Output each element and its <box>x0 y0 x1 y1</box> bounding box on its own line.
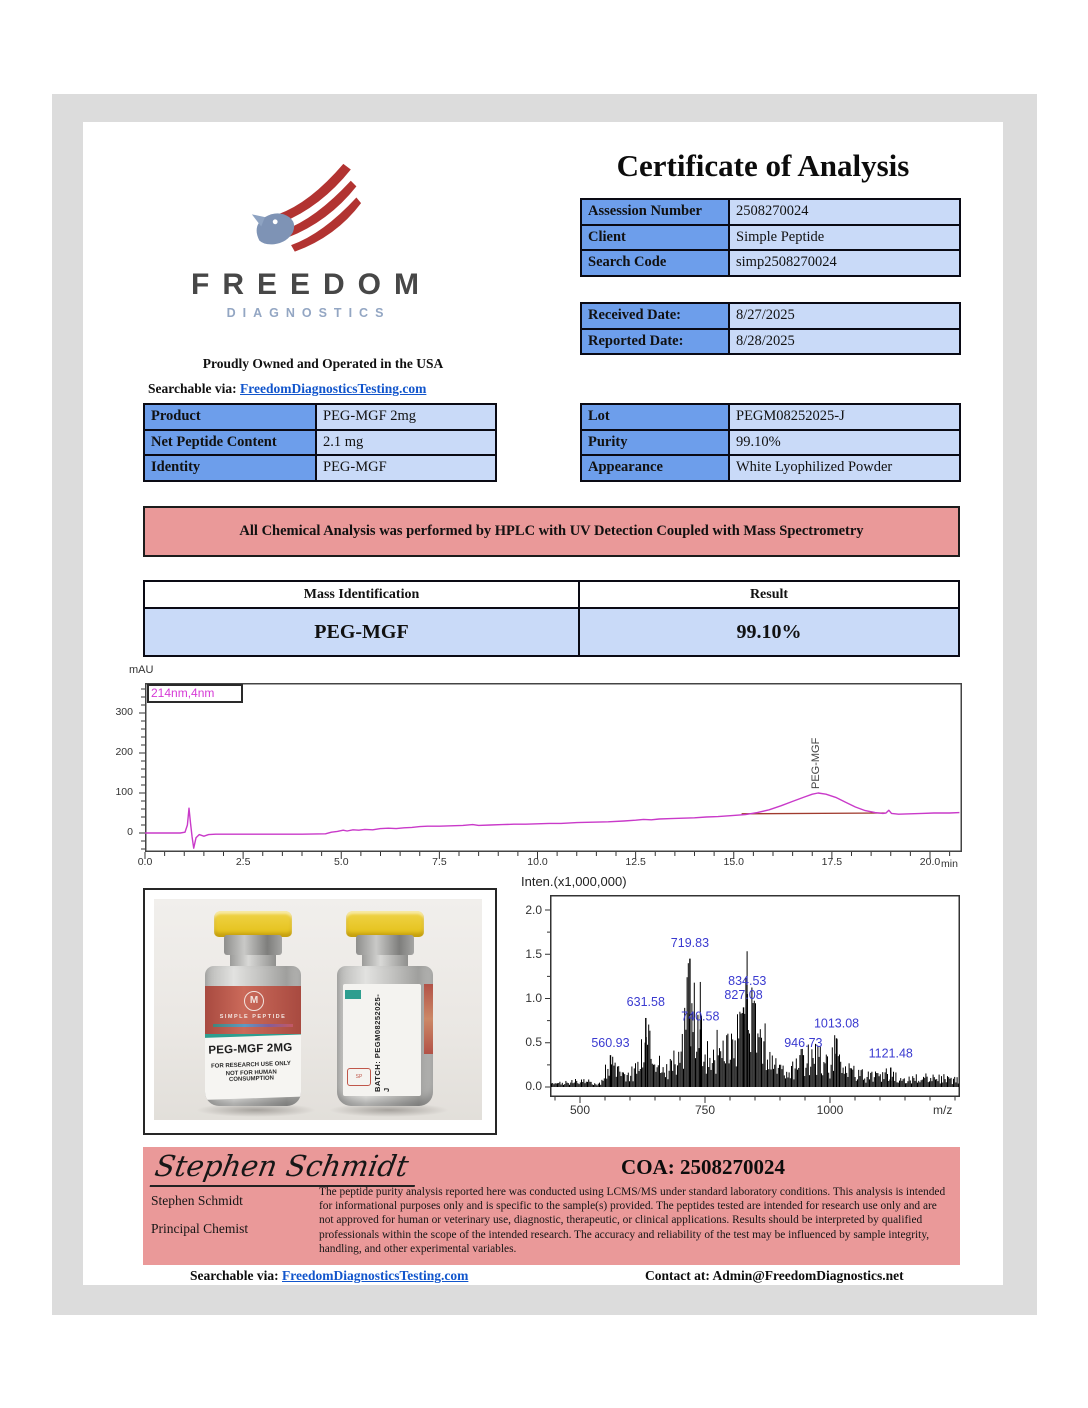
coa-number: COA: 2508270024 <box>621 1155 785 1179</box>
searchcode-value: simp2508270024 <box>729 250 960 276</box>
disclaimer-text: The peptide purity analysis reported here was conducted using LCMS/MS under standard laboratory conditions. This analysis is intended for informational purposes only and is specific to the sample(s) provided. The peptides tested are intended for research use only and are not approved for human or veterinary use, diagnostic, therapeutic, or clinical applications. Results should be interpreted by qualified professionals within the scope of the intended research. The accuracy and reliability of the test may be influenced by sample integrity, handling, and other experimental variables. <box>319 1186 946 1255</box>
searchable-link-top[interactable]: FreedomDiagnosticsTesting.com <box>240 381 427 396</box>
brand-name: SIMPLE PEPTIDE <box>219 1014 287 1020</box>
ms-yaxis-unit: Inten.(x1,000,000) <box>521 874 627 889</box>
label-white-band <box>205 1034 301 1100</box>
ms-xaxis-unit: m/z <box>933 1103 953 1117</box>
accession-table <box>580 198 961 277</box>
hplc-ytick: 300 <box>115 706 133 718</box>
table-row <box>581 455 960 481</box>
label-red-band <box>205 986 301 1034</box>
svg-text:PEG-MGF: PEG-MGF <box>810 737 823 789</box>
footer-searchable-prefix: Searchable via: <box>190 1268 279 1283</box>
table-row <box>581 225 960 251</box>
footer-searchable <box>190 1268 468 1284</box>
ms-xtick: 1000 <box>816 1103 844 1117</box>
searchable-prefix: Searchable via: <box>148 381 237 396</box>
label-color-strip <box>213 1024 293 1027</box>
hplc-chromatogram <box>137 683 970 865</box>
ms-ytick: 0.0 <box>525 1079 542 1093</box>
lot-table <box>580 403 961 482</box>
searchable-line-top <box>148 381 426 397</box>
table-row <box>581 404 960 430</box>
ms-ytick: 1.5 <box>525 947 542 961</box>
tagline: Proudly Owned and Operated in the USA <box>202 356 444 371</box>
hplc-xtick: 20.0 <box>919 856 941 868</box>
reported-label: Reported Date: <box>581 329 729 355</box>
brand-logo-icon: M <box>244 991 264 1011</box>
hplc-xtick: 10.0 <box>527 856 548 868</box>
hplc-xtick: 2.5 <box>235 856 251 868</box>
product-photo-box <box>143 888 497 1135</box>
vial-consumption-line: NOT FOR HUMAN CONSUMPTION <box>225 1069 277 1084</box>
chemist-name: Stephen Schmidt <box>151 1193 243 1208</box>
identity-label: Identity <box>144 455 316 481</box>
mass-id-value: PEG-MGF <box>144 608 579 656</box>
table-row <box>144 455 496 481</box>
logo-subtitle: DIAGNOSTICS <box>226 306 391 320</box>
purity-value: 99.10% <box>729 430 960 456</box>
lot-value: PEGM08252025-J <box>729 404 960 430</box>
hplc-xtick: 7.5 <box>432 856 447 868</box>
result-value: 99.10% <box>579 608 959 656</box>
lot-label: Lot <box>581 404 729 430</box>
table-row <box>581 250 960 276</box>
vial-front-label <box>205 986 301 1100</box>
ms-ytick: 1.0 <box>525 991 542 1005</box>
ms-peak-label: 946.73 <box>784 1035 823 1050</box>
mass-id-header: Mass Identification <box>144 581 579 608</box>
vial-collar <box>224 935 282 955</box>
vial-back-label <box>343 984 421 1096</box>
vial-back <box>332 911 438 1106</box>
accession-value: 2508270024 <box>729 199 960 225</box>
hplc-ytick: 200 <box>115 746 133 758</box>
table-row <box>581 199 960 225</box>
label-teal-mark <box>345 990 361 999</box>
hplc-xtick: 12.5 <box>625 856 646 868</box>
ms-xtick: 500 <box>569 1103 591 1117</box>
result-header: Result <box>579 581 959 608</box>
searchcode-label: Search Code <box>581 250 729 276</box>
client-value: Simple Peptide <box>729 225 960 251</box>
content-label: Net Peptide Content <box>144 430 316 456</box>
ms-ytick: 0.5 <box>525 1035 542 1049</box>
vial-body <box>205 966 301 1106</box>
page-title: Certificate of Analysis <box>616 148 910 183</box>
hplc-xtick: 5.0 <box>333 856 349 868</box>
vial-batch-text: BATCH: PEGM08252025-J <box>373 993 391 1092</box>
hplc-channel-label: 214nm,4nm <box>147 684 243 703</box>
appearance-label: Appearance <box>581 455 729 481</box>
vial-body <box>337 966 433 1106</box>
ms-peak-label: 1121.48 <box>868 1046 913 1061</box>
eagle-logo-icon <box>250 158 362 266</box>
product-label: Product <box>144 404 316 430</box>
signature-block <box>143 1147 960 1265</box>
table-row <box>144 608 959 656</box>
mass-spectrum <box>544 895 966 1109</box>
ms-xtick: 750 <box>694 1103 716 1117</box>
ms-peak-label: 631.58 <box>626 995 665 1010</box>
ms-peak-label: 740.58 <box>681 1009 720 1024</box>
table-row <box>581 430 960 456</box>
certificate-page <box>83 122 1003 1285</box>
logo-wordmark: FREEDOM <box>191 268 432 301</box>
table-row <box>144 581 959 608</box>
vial-research-line: FOR RESEARCH USE ONLY <box>210 1060 291 1070</box>
hplc-xaxis-unit: min <box>941 858 958 870</box>
hplc-ytick: 100 <box>115 786 133 798</box>
table-row <box>144 404 496 430</box>
footer-searchable-link[interactable]: FreedomDiagnosticsTesting.com <box>282 1268 469 1283</box>
table-row <box>581 303 960 329</box>
ms-peak-label: 834.53 <box>728 973 767 988</box>
ms-peak-label: 560.93 <box>591 1035 630 1050</box>
mass-identification-table <box>143 580 960 657</box>
received-label: Received Date: <box>581 303 729 329</box>
product-value: PEG-MGF 2mg <box>316 404 496 430</box>
table-row <box>144 430 496 456</box>
analysis-method-banner: All Chemical Analysis was performed by HPLC with UV Detection Coupled with Mass Spectrometry <box>143 506 960 557</box>
label-red-edge <box>424 984 433 1054</box>
vial-product-name: PEG-MGF 2MG <box>208 1041 293 1057</box>
client-label: Client <box>581 225 729 251</box>
purity-label: Purity <box>581 430 729 456</box>
accession-label: Assession Number <box>581 199 729 225</box>
ms-peak-label: 827.08 <box>724 988 763 1003</box>
product-table <box>143 403 497 482</box>
vial-collar <box>356 935 414 955</box>
hplc-ytick: 0 <box>127 826 133 838</box>
vial-cap <box>346 911 424 937</box>
ms-ytick: 2.0 <box>525 903 542 917</box>
reported-value: 8/28/2025 <box>729 329 960 355</box>
vial-front <box>200 911 306 1106</box>
ms-peak-label: 719.83 <box>670 935 710 950</box>
vial-photo <box>154 899 482 1120</box>
content-value: 2.1 mg <box>316 430 496 456</box>
table-row <box>581 329 960 355</box>
dates-table <box>580 302 961 355</box>
signature-script: Stephen Schmidt <box>150 1149 421 1187</box>
brand-stamp-icon: SP <box>347 1068 371 1086</box>
chemist-role: Principal Chemist <box>151 1221 249 1236</box>
appearance-value: White Lyophilized Powder <box>729 455 960 481</box>
hplc-xtick: 15.0 <box>723 856 744 868</box>
footer-contact: Contact at: Admin@FreedomDiagnostics.net <box>645 1268 904 1283</box>
hplc-xtick: 0.0 <box>137 856 153 868</box>
vial-cap <box>214 911 292 937</box>
ms-peak-label: 1013.08 <box>813 1016 860 1031</box>
hplc-yaxis-unit: mAU <box>129 664 154 676</box>
hplc-xtick: 17.5 <box>821 856 843 868</box>
received-value: 8/27/2025 <box>729 303 960 329</box>
identity-value: PEG-MGF <box>316 455 496 481</box>
